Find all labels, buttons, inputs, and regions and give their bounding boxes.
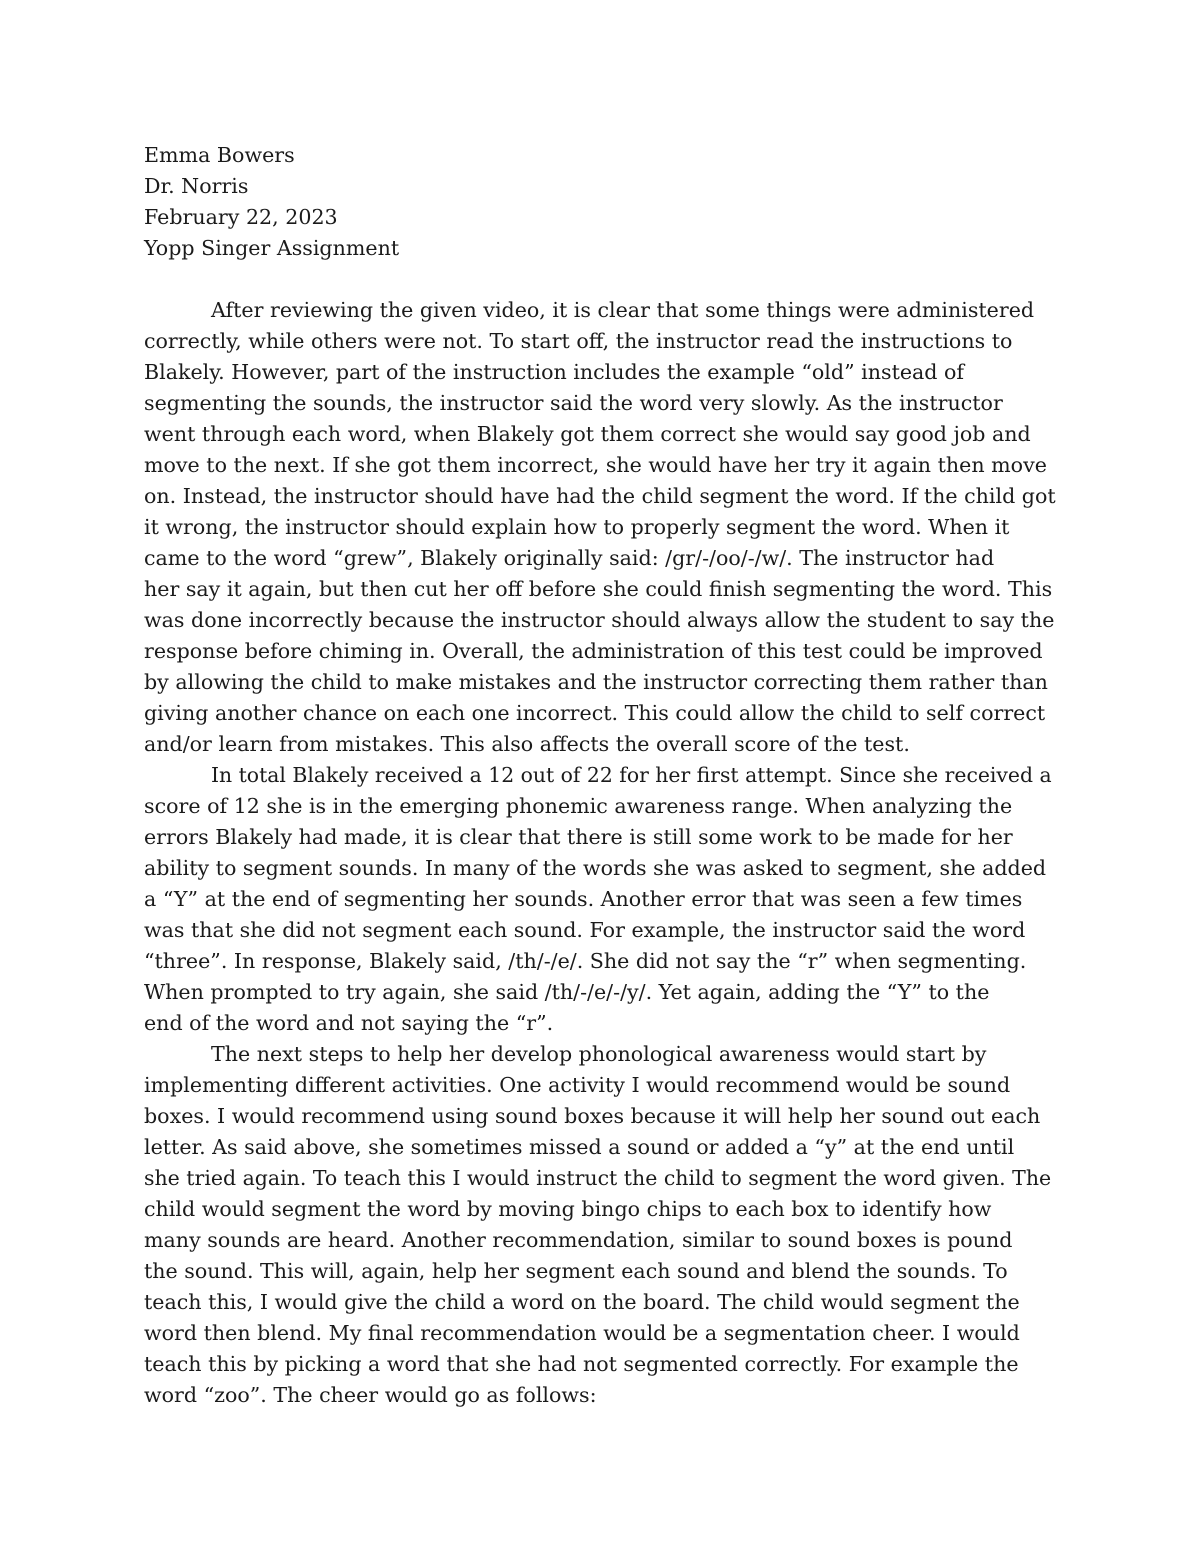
heading-spacer	[144, 264, 1056, 295]
instructor-name: Dr. Norris	[144, 174, 249, 198]
paragraph-line: errors Blakely had made, it is clear that there is still some work to be made for her	[144, 825, 1013, 849]
paragraph-line: “three”. In response, Blakely said, /th/-/e/. She did not say the “r” when segmenting.	[144, 949, 1027, 973]
paragraph-line: on. Instead, the instructor should have had the child segment the word. If the child got	[144, 484, 1056, 508]
paragraph-line: response before chiming in. Overall, the administration of this test could be improved	[144, 639, 1043, 663]
paragraph-line: segmenting the sounds, the instructor said the word very slowly. As the instructor	[144, 391, 1003, 415]
paragraph-line: she tried again. To teach this I would instruct the child to segment the word given. The	[144, 1166, 1052, 1190]
paragraph-2	[144, 760, 1056, 1039]
paragraph-line: it wrong, the instructor should explain how to properly segment the word. When it	[144, 515, 1010, 539]
paragraph-line: and/or learn from mistakes. This also affects the overall score of the test.	[144, 732, 910, 756]
paragraph-line: the sound. This will, again, help her segment each sound and blend the sounds. To	[144, 1259, 1008, 1283]
paragraph-1	[144, 295, 1056, 760]
paragraph-line: word “zoo”. The cheer would go as follows:	[144, 1383, 597, 1407]
paragraph-line: went through each word, when Blakely got them correct she would say good job and	[144, 422, 1031, 446]
essay-paragraphs	[144, 295, 1056, 1411]
paragraph-line: boxes. I would recommend using sound boxes because it will help her sound out each	[144, 1104, 1041, 1128]
paragraph-line: The next steps to help her develop phonological awareness would start by	[211, 1042, 987, 1066]
paragraph-line: After reviewing the given video, it is clear that some things were administered	[211, 298, 1035, 322]
paragraph-line: word then blend. My final recommendation would be a segmentation cheer. I would	[144, 1321, 1020, 1345]
paragraph-line: ability to segment sounds. In many of the words she was asked to segment, she added	[144, 856, 1047, 880]
paragraph-line: her say it again, but then cut her off before she could finish segmenting the word. This	[144, 577, 1053, 601]
paragraph-line: was that she did not segment each sound. For example, the instructor said the word	[144, 918, 1026, 942]
paragraph-line: child would segment the word by moving bingo chips to each box to identify how	[144, 1197, 992, 1221]
author-name: Emma Bowers	[144, 143, 295, 167]
paragraph-line: When prompted to try again, she said /th/-/e/-/y/. Yet again, adding the “Y” to the	[144, 980, 990, 1004]
document-body	[144, 140, 1056, 1411]
paragraph-line: many sounds are heard. Another recommendation, similar to sound boxes is pound	[144, 1228, 1013, 1252]
document-date: February 22, 2023	[144, 205, 338, 229]
paragraph-line: teach this by picking a word that she had not segmented correctly. For example the	[144, 1352, 1019, 1376]
paragraph-line: was done incorrectly because the instructor should always allow the student to say the	[144, 608, 1055, 632]
paragraph-line: came to the word “grew”, Blakely originally said: /gr/-/oo/-/w/. The instructor had	[144, 546, 995, 570]
paragraph-line: letter. As said above, she sometimes missed a sound or added a “y” at the end until	[144, 1135, 1015, 1159]
paragraph-line: giving another chance on each one incorrect. This could allow the child to self correct	[144, 701, 1046, 725]
paragraph-line: a “Y” at the end of segmenting her sounds. Another error that was seen a few times	[144, 887, 1023, 911]
paragraph-line: end of the word and not saying the “r”.	[144, 1011, 554, 1035]
paragraph-line: score of 12 she is in the emerging phonemic awareness range. When analyzing the	[144, 794, 1013, 818]
paragraph-line: correctly, while others were not. To start off, the instructor read the instructions to	[144, 329, 1013, 353]
paragraph-line: by allowing the child to make mistakes and the instructor correcting them rather than	[144, 670, 1048, 694]
paragraph-line: move to the next. If she got them incorrect, she would have her try it again then move	[144, 453, 1047, 477]
paragraph-line: implementing different activities. One activity I would recommend would be sound	[144, 1073, 1011, 1097]
paragraph-3	[144, 1039, 1056, 1411]
paragraph-line: teach this, I would give the child a word on the board. The child would segment the	[144, 1290, 1020, 1314]
paragraph-line: Blakely. However, part of the instruction includes the example “old” instead of	[144, 360, 965, 384]
paragraph-line: In total Blakely received a 12 out of 22 for her first attempt. Since she received a	[211, 763, 1052, 787]
assignment-title: Yopp Singer Assignment	[144, 236, 400, 260]
heading-block	[144, 140, 1056, 264]
